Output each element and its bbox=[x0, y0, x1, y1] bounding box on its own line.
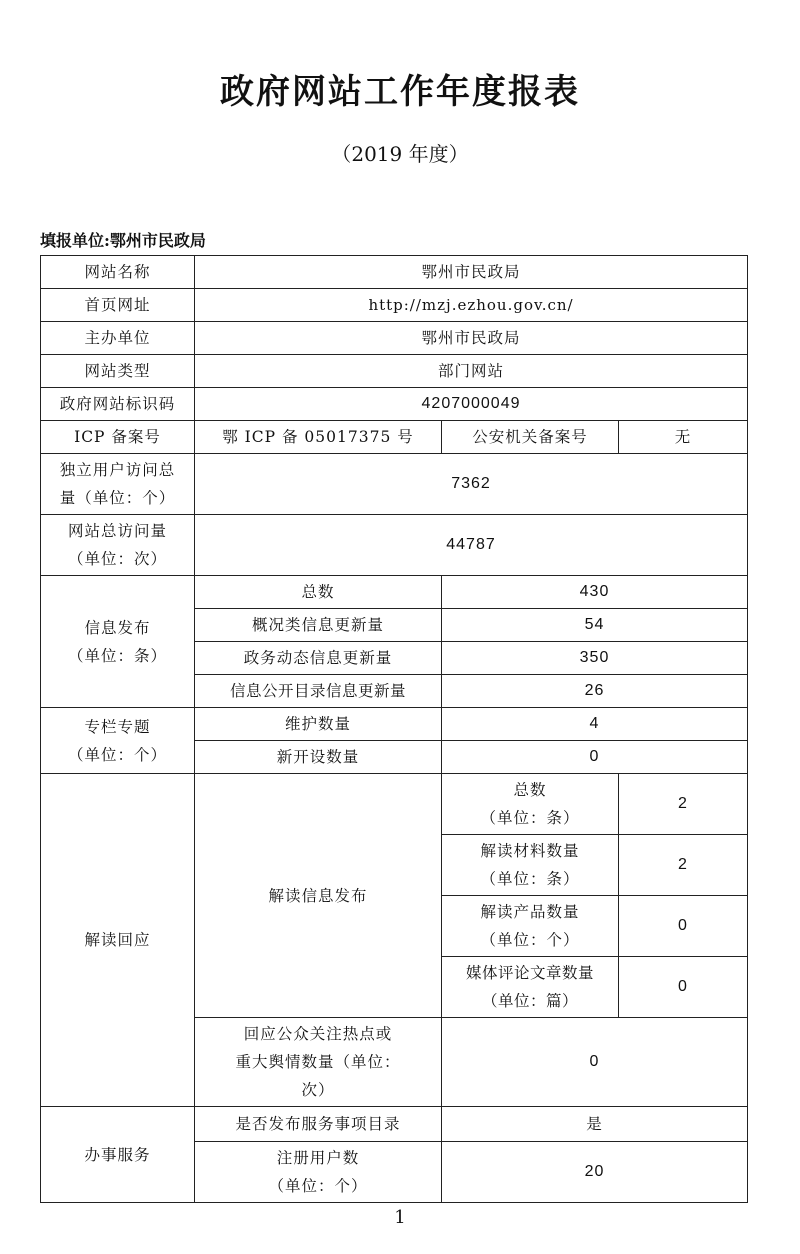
item-label-line: 注册用户数 bbox=[276, 1149, 360, 1167]
item-label bbox=[442, 957, 619, 1018]
row-label bbox=[41, 515, 195, 576]
item-label bbox=[442, 774, 619, 835]
item-value: 2 bbox=[619, 774, 748, 835]
row-label: ICP 备案号 bbox=[41, 421, 195, 454]
section-label-line: 信息发布 bbox=[84, 618, 151, 637]
sponsor-value: 鄂州市民政局 bbox=[195, 322, 748, 355]
item-label: 信息公开目录信息更新量 bbox=[195, 675, 442, 708]
table-row bbox=[41, 322, 748, 355]
row-label-line: （单位：次） bbox=[67, 550, 167, 568]
item-label: 维护数量 bbox=[195, 708, 442, 741]
item-label: 政务动态信息更新量 bbox=[195, 642, 442, 675]
section-label bbox=[41, 708, 195, 774]
total-visits-value: 44787 bbox=[195, 515, 748, 576]
table-row bbox=[41, 421, 748, 454]
subsection-label: 解读信息发布 bbox=[195, 774, 442, 1018]
item-label bbox=[195, 1018, 442, 1107]
section-label-line: （单位：个） bbox=[67, 745, 167, 764]
section-label-line: 专栏专题 bbox=[84, 717, 151, 736]
site-name-value: 鄂州市民政局 bbox=[195, 256, 748, 289]
item-label-line: （单位：个） bbox=[480, 931, 580, 949]
item-value: 0 bbox=[619, 896, 748, 957]
homepage-url: http://mzj.ezhou.gov.cn/ bbox=[195, 289, 748, 322]
table-row bbox=[41, 774, 748, 835]
report-year: （2019 年度） bbox=[331, 142, 469, 166]
table-row bbox=[41, 708, 748, 741]
table-row bbox=[41, 1107, 748, 1142]
item-label-line: 解读产品数量 bbox=[480, 903, 580, 921]
item-label-line: 回应公众关注热点或 bbox=[243, 1025, 393, 1043]
item-value: 2 bbox=[619, 835, 748, 896]
item-value: 430 bbox=[442, 576, 748, 609]
table-row bbox=[41, 576, 748, 609]
item-label: 是否发布服务事项目录 bbox=[195, 1107, 442, 1142]
section-label-line: （单位：条） bbox=[67, 646, 167, 665]
item-label bbox=[442, 896, 619, 957]
item-label-line: 次） bbox=[301, 1081, 335, 1099]
icp-value: 鄂 ICP 备 05017375 号 bbox=[195, 421, 442, 454]
item-value: 54 bbox=[442, 609, 748, 642]
row-label: 首页网址 bbox=[41, 289, 195, 322]
page-number: 1 bbox=[394, 1207, 406, 1228]
item-label-line: 媒体评论文章数量 bbox=[465, 964, 594, 982]
row-label-line: 网站总访问量 bbox=[67, 522, 167, 540]
row-label-line: 独立用户访问总 bbox=[59, 461, 176, 479]
item-value: 20 bbox=[442, 1142, 748, 1203]
row-label bbox=[41, 454, 195, 515]
row-label: 政府网站标识码 bbox=[41, 388, 195, 421]
unique-visitors-value: 7362 bbox=[195, 454, 748, 515]
site-type-value: 部门网站 bbox=[195, 355, 748, 388]
table-row bbox=[41, 388, 748, 421]
item-label-line: （单位：条） bbox=[480, 870, 580, 888]
table-row bbox=[41, 515, 748, 576]
item-value: 是 bbox=[442, 1107, 748, 1142]
police-record-label: 公安机关备案号 bbox=[442, 421, 619, 454]
item-value: 26 bbox=[442, 675, 748, 708]
item-label bbox=[195, 1142, 442, 1203]
row-label: 网站名称 bbox=[41, 256, 195, 289]
fill-unit: 填报单位:鄂州市民政局 bbox=[40, 231, 206, 250]
item-label: 新开设数量 bbox=[195, 741, 442, 774]
item-label-line: 重大舆情数量（单位： bbox=[235, 1053, 401, 1071]
item-label-line: （单位：篇） bbox=[481, 992, 578, 1010]
item-value: 0 bbox=[442, 741, 748, 774]
table-row bbox=[41, 355, 748, 388]
site-code-value: 4207000049 bbox=[195, 388, 748, 421]
table-row bbox=[41, 256, 748, 289]
item-value: 350 bbox=[442, 642, 748, 675]
table-row bbox=[41, 454, 748, 515]
police-record-value: 无 bbox=[619, 421, 748, 454]
section-label: 办事服务 bbox=[41, 1107, 195, 1203]
report-title: 政府网站工作年度报表 bbox=[220, 72, 580, 112]
item-value: 0 bbox=[619, 957, 748, 1018]
row-label: 网站类型 bbox=[41, 355, 195, 388]
item-label: 概况类信息更新量 bbox=[195, 609, 442, 642]
item-label bbox=[442, 835, 619, 896]
item-label-line: 总数 bbox=[513, 781, 547, 799]
item-label-line: （单位：条） bbox=[480, 809, 580, 827]
item-value: 4 bbox=[442, 708, 748, 741]
row-label-line: 量（单位：个） bbox=[59, 489, 176, 507]
item-value: 0 bbox=[442, 1018, 748, 1107]
report-table bbox=[40, 255, 748, 1203]
item-label-line: （单位：个） bbox=[268, 1177, 368, 1195]
item-label-line: 解读材料数量 bbox=[480, 842, 580, 860]
item-label: 总数 bbox=[195, 576, 442, 609]
section-label bbox=[41, 576, 195, 708]
row-label: 主办单位 bbox=[41, 322, 195, 355]
table-row bbox=[41, 289, 748, 322]
section-label: 解读回应 bbox=[41, 774, 195, 1107]
